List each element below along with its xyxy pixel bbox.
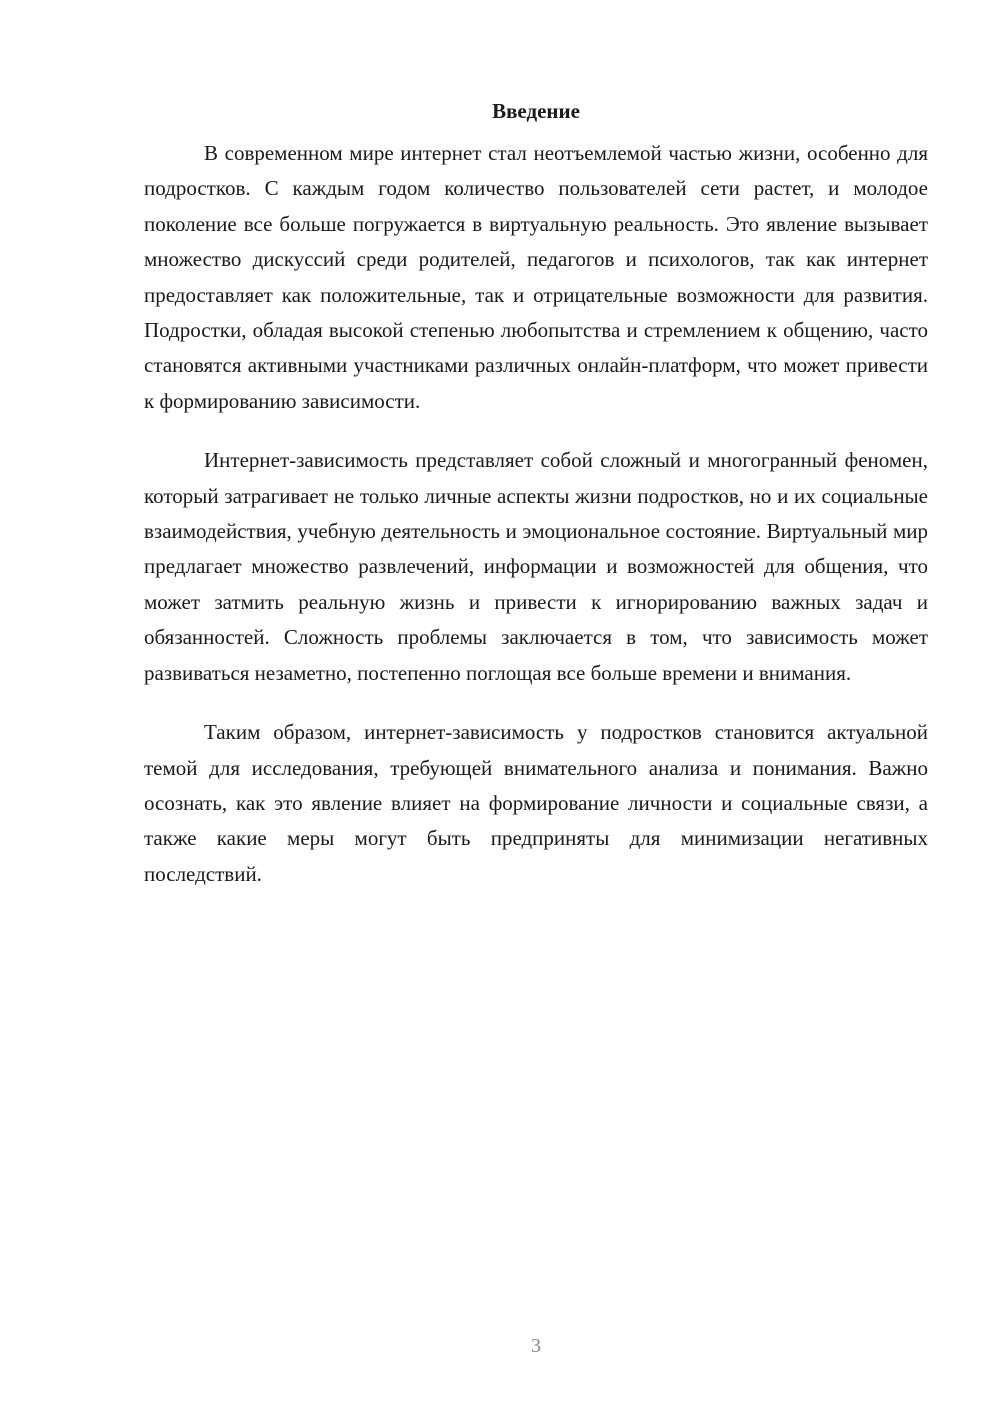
paragraph-1: В современном мире интернет стал неотъемлемой частью жизни, особенно для подростков. С каждым годом количество пользователей сети растет, и молодое поколение все больше погружается в виртуальную реальность. Это явление вызывает множество дискуссий среди родителей, педагогов и психологов, так как интернет предоставляет как положительные, так и отрицательные возможности для развития. Подростки, обладая высокой степенью любопытства и стремлением к общению, часто становятся активными участниками различных онлайн-платформ, что может привести к формированию зависимости. — [144, 141, 928, 413]
page-content — [144, 96, 928, 892]
paragraph-2: Интернет-зависимость представляет собой сложный и многогранный феномен, который затрагивает не только личные аспекты жизни подростков, но и их социальные взаимодействия, учебную деятельность и эмоциональное состояние. Виртуальный мир предлагает множество развлечений, информации и возможностей для общения, что может затмить реальную жизнь и привести к игнорированию важных задач и обязанностей. Сложность проблемы заключается в том, что зависимость может развиваться незаметно, постепенно поглощая все больше времени и внимания. — [144, 448, 928, 685]
page-number: 3 — [531, 1335, 541, 1357]
section-title: Введение — [492, 99, 580, 123]
paragraph-3: Таким образом, интернет-зависимость у подростков становится актуальной темой для исследования, требующей внимательного анализа и понимания. Важно осознать, как это явление влияет на формирование личности и социальные связи, а также какие меры могут быть предприняты для минимизации негативных последствий. — [144, 720, 928, 886]
